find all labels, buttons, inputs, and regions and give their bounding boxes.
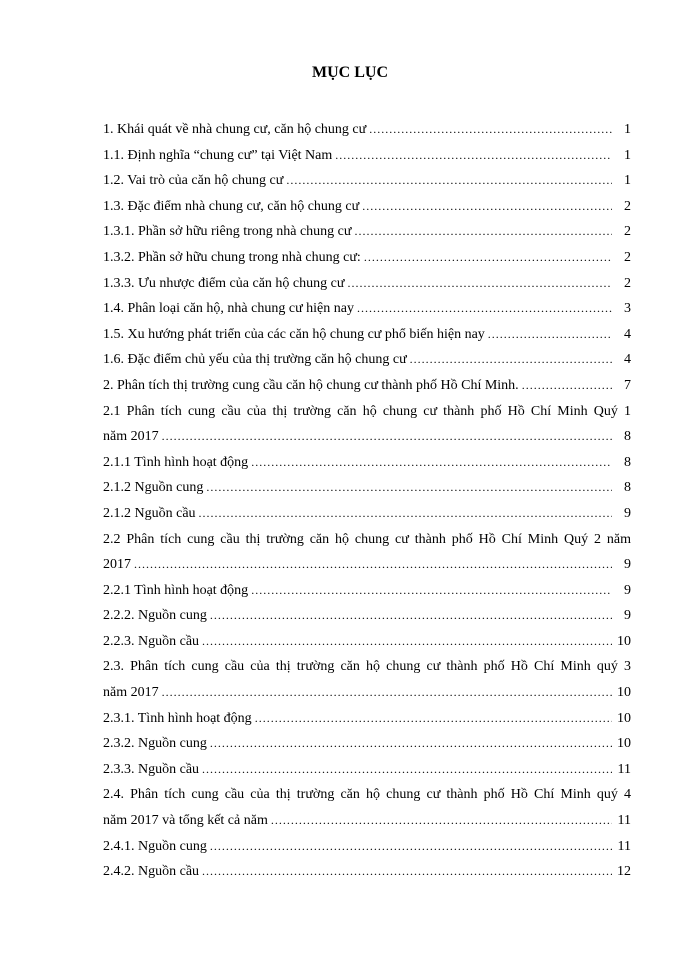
dot-leader xyxy=(362,194,612,220)
dot-leader xyxy=(286,168,612,194)
dot-leader xyxy=(162,424,612,450)
toc-entry xyxy=(103,219,631,245)
toc-page-number: 8 xyxy=(624,480,631,496)
toc-entry-text: 2.3.2. Nguồn cung xyxy=(103,736,207,752)
toc-entry-text: 2.3.3. Nguồn cầu xyxy=(103,761,200,777)
toc-entry xyxy=(103,399,631,450)
toc-entry xyxy=(103,347,631,373)
toc-entry xyxy=(103,271,631,297)
toc-entry-text-continued: năm 2017 xyxy=(103,685,159,701)
toc-page-number: 9 xyxy=(624,608,631,624)
dot-leader xyxy=(210,731,612,757)
toc-entry xyxy=(103,629,631,655)
toc-entry-text: 2. Phân tích thị trường cung cầu căn hộ chung cư thành phố Hồ Chí Minh. xyxy=(103,377,519,393)
toc-entry-text: 1. Khái quát về nhà chung cư, căn hộ chung cư xyxy=(103,122,367,137)
dot-leader xyxy=(210,603,612,629)
toc-page-number: 11 xyxy=(617,761,631,777)
toc-page-number: 10 xyxy=(617,685,631,701)
toc-entry-text: 2.2 Phân tích cung cầu thị trường căn hộ chung cư thành phố Hồ Chí Minh Quý 2 năm xyxy=(103,531,631,547)
toc-entry xyxy=(103,296,631,322)
toc-entry-text: 1.3. Đặc điểm nhà chung cư, căn hộ chung cư xyxy=(103,198,360,214)
toc-entry xyxy=(103,782,631,833)
dot-leader xyxy=(522,373,612,399)
toc-entry-text: 2.4. Phân tích cung cầu của thị trường căn hộ chung cư thành phố Hồ Chí Minh quý 4 xyxy=(103,787,631,803)
toc-entry-text-continued: năm 2017 xyxy=(103,429,159,445)
toc-entry-text: 1.5. Xu hướng phát triển của các căn hộ chung cư phổ biến hiện nay xyxy=(103,326,485,342)
toc-entry-text: 2.2.2. Nguồn cung xyxy=(103,608,207,624)
toc-entry xyxy=(103,603,631,629)
dot-leader xyxy=(202,757,612,783)
toc-entry xyxy=(103,859,631,885)
toc-page-number: 1 xyxy=(624,122,631,137)
toc-entry-text: 2.4.1. Nguồn cung xyxy=(103,838,207,854)
toc-entry-text-continued: năm 2017 và tổng kết cả năm xyxy=(103,813,268,829)
toc-entry-text: 2.1.1 Tình hình hoạt động xyxy=(103,454,249,470)
dot-leader xyxy=(355,219,613,245)
toc-entry-text: 1.3.2. Phần sở hữu chung trong nhà chung cư: xyxy=(103,249,361,265)
toc-page-number: 11 xyxy=(617,813,631,829)
toc-page-number: 8 xyxy=(624,454,631,470)
toc-page-number: 11 xyxy=(617,838,631,854)
toc-entry-text: 2.1.2 Nguồn cung xyxy=(103,480,204,496)
dot-leader xyxy=(335,143,612,169)
toc-entry-text: 2.1 Phân tích cung cầu của thị trường căn hộ chung cư thành phố Hồ Chí Minh Quý 1 xyxy=(103,403,631,419)
dot-leader xyxy=(369,117,612,143)
toc-entry-text: 2.2.1 Tình hình hoạt động xyxy=(103,582,249,598)
toc-page-number: 10 xyxy=(617,710,631,726)
dot-leader xyxy=(255,706,612,732)
toc-entry-text: 2.4.2. Nguồn cầu xyxy=(103,864,200,880)
dot-leader xyxy=(162,680,612,706)
toc-entry-text: 1.1. Định nghĩa “chung cư” tại Việt Nam xyxy=(103,147,333,163)
toc-entry xyxy=(103,731,631,757)
toc-page-number: 4 xyxy=(624,326,631,342)
toc-page-number: 9 xyxy=(624,582,631,598)
table-of-contents xyxy=(103,117,631,885)
toc-entry-text: 2.2.3. Nguồn cầu xyxy=(103,633,200,649)
toc-page-number: 3 xyxy=(624,301,631,317)
toc-page-number: 1 xyxy=(624,173,631,189)
toc-entry xyxy=(103,322,631,348)
page-title: MỤC LỤC xyxy=(312,64,388,81)
toc-page-number: 12 xyxy=(617,864,631,880)
toc-entry xyxy=(103,834,631,860)
toc-entry-text: 2.3. Phân tích cung cầu của thị trường căn hộ chung cư thành phố Hồ Chí Minh quý 3 xyxy=(103,659,631,675)
toc-page-number: 1 xyxy=(624,147,631,163)
toc-entry xyxy=(103,194,631,220)
toc-page-number: 10 xyxy=(617,736,631,752)
toc-entry xyxy=(103,706,631,732)
dot-leader xyxy=(488,322,612,348)
toc-page-number: 8 xyxy=(624,429,631,445)
toc-entry xyxy=(103,578,631,604)
toc-page-number: 9 xyxy=(624,557,631,573)
toc-page-number: 4 xyxy=(624,352,631,368)
toc-page-number: 10 xyxy=(617,633,631,649)
toc-entry xyxy=(103,475,631,501)
toc-entry xyxy=(103,168,631,194)
toc-entry xyxy=(103,527,631,578)
toc-entry-text: 1.2. Vai trò của căn hộ chung cư xyxy=(103,173,284,189)
toc-entry xyxy=(103,143,631,169)
toc-entry-text-continued: 2017 xyxy=(103,557,131,573)
toc-entry-text: 2.3.1. Tình hình hoạt động xyxy=(103,710,252,726)
dot-leader xyxy=(410,347,612,373)
dot-leader xyxy=(347,271,612,297)
toc-entry-text: 1.3.3. Ưu nhược điểm của căn hộ chung cư xyxy=(103,275,345,291)
toc-page-number: 2 xyxy=(624,275,631,291)
dot-leader xyxy=(364,245,612,271)
toc-entry-text: 1.4. Phân loại căn hộ, nhà chung cư hiện nay xyxy=(103,301,354,317)
toc-entry xyxy=(103,501,631,527)
dot-leader xyxy=(251,450,612,476)
toc-entry xyxy=(103,654,631,705)
dot-leader xyxy=(271,808,612,834)
dot-leader xyxy=(357,296,612,322)
dot-leader xyxy=(202,629,612,655)
toc-entry-text: 1.6. Đặc điểm chủ yếu của thị trường căn hộ chung cư xyxy=(103,352,407,368)
toc-entry xyxy=(103,757,631,783)
toc-page-number: 2 xyxy=(624,249,631,265)
dot-leader xyxy=(199,501,612,527)
toc-page-number: 2 xyxy=(624,198,631,214)
dot-leader xyxy=(210,834,612,860)
dot-leader xyxy=(134,552,612,578)
toc-entry xyxy=(103,117,631,143)
toc-entry-text: 2.1.2 Nguồn cầu xyxy=(103,505,196,521)
toc-entry xyxy=(103,450,631,476)
dot-leader xyxy=(202,859,612,885)
toc-page-number: 2 xyxy=(624,224,631,240)
toc-entry-text: 1.3.1. Phần sở hữu riêng trong nhà chung cư xyxy=(103,224,352,240)
toc-entry xyxy=(103,245,631,271)
toc-page-number: 9 xyxy=(624,505,631,521)
dot-leader xyxy=(206,475,612,501)
toc-entry xyxy=(103,373,631,399)
dot-leader xyxy=(251,578,612,604)
toc-page-number: 7 xyxy=(624,377,631,393)
